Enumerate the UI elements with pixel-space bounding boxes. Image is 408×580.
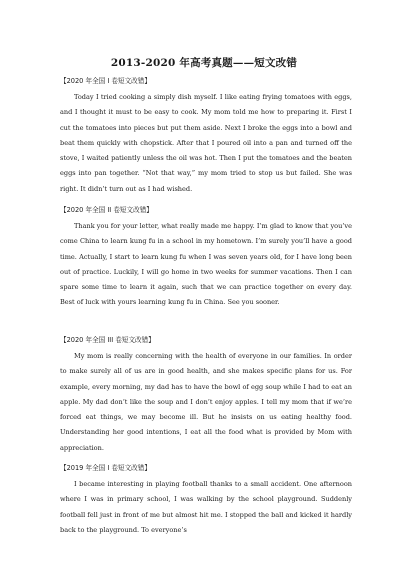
section-heading: 【2020 年全国 III 卷短文改错】 (60, 336, 155, 344)
section-2020-national-3 (60, 336, 352, 456)
section-2020-national-1 (60, 77, 352, 197)
section-heading: 【2020 年全国 I 卷短文改错】 (60, 77, 151, 85)
section-body: I became interesting in playing football thanks to a small accident. One afternoon where I was in primary school, I was walking by the school playground. Suddenly football fell just in front of me but almost hit me. I stopped the ball and kicked it hardly back to the playground. To everyone’s (60, 480, 352, 534)
section-heading: 【2019 年全国 I 卷短文改错】 (60, 464, 151, 472)
section-body: Thank you for your letter, what really made me happy. I’m glad to know that you’ve come China to learn kung fu in a school in my hometown. I’m surely you’ll have a good time. Actually, I start to learn kung fu when I was seven years old, for I have long been out of practice. Luckily, I will go home in two weeks for summer vacations. Then I can spare some time to learn it again, such that we can practice together on every day. Best of luck with yours learning kung fu in China. See you sooner. (60, 222, 352, 307)
section-body: Today I tried cooking a simply dish myself. I like eating frying tomatoes with eggs, and I thought it must to be easy to cook. My mom told me how to preparing it. First I cut the tomatoes into pieces but put them aside. Next I broke the eggs into a bowl and beat them quickly with chopstick. After that I poured oil into a pan and turned off the stove, I waited patiently unless the oil was hot. Then I put the tomatoes and the beaten eggs into pan together. “Not that way,” my mom tried to stop us but failed. She was right. It didn’t turn out as I had wished. (60, 93, 352, 193)
document-title: 2013-2020 年高考真题——短文改错 (110, 57, 298, 69)
section-heading: 【2020 年全国 II 卷短文改错】 (60, 206, 153, 214)
section-2019-national-1 (60, 464, 352, 538)
section-2020-national-2 (60, 206, 352, 311)
section-body: My mom is really concerning with the health of everyone in our families. In order to make surely all of us are in good health, and she makes specific plans for us. For example, every morning, my dad has to have the bowl of egg soup while I had to eat an apple. My dad don’t like the soup and I don’t enjoy apples. I tell my mom that if we’re forced eat things, we may become ill. But he insists on us eating healthy food. Understanding her good intentions, I eat all the food what is provided by Mom with appreciation. (60, 352, 352, 452)
